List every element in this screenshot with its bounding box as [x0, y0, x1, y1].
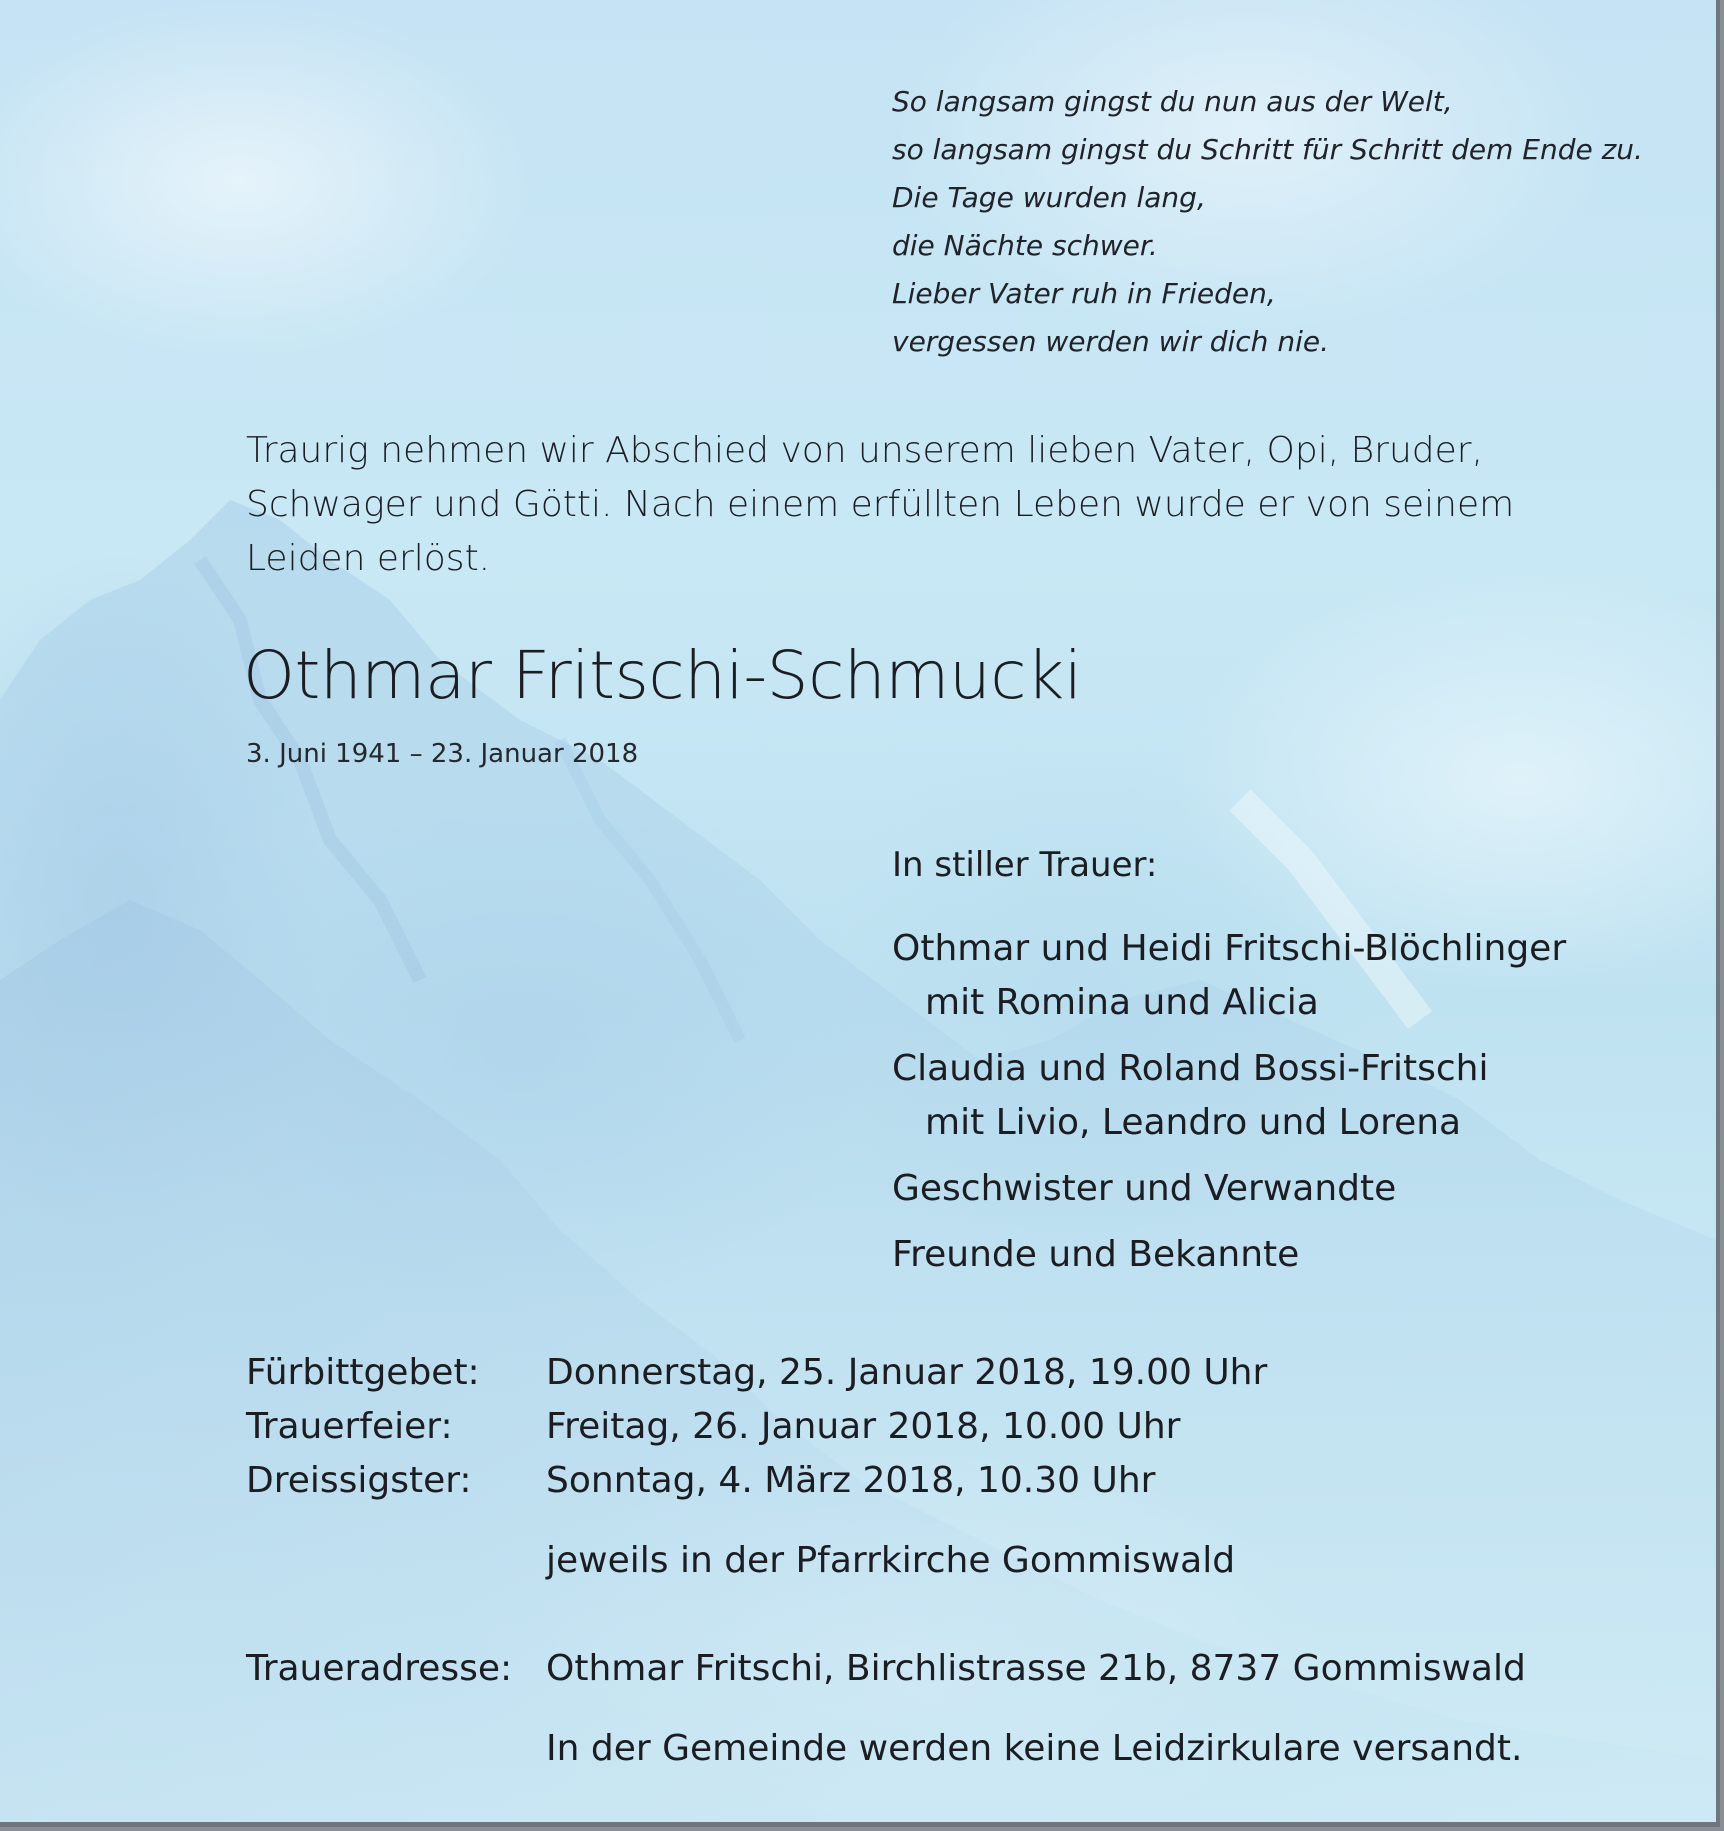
intro-text	[246, 424, 1514, 586]
address-line	[246, 1642, 1526, 1696]
intro-line: Leiden erlöst.	[246, 538, 491, 579]
address-label: Traueradresse:	[246, 1648, 513, 1689]
mourner-main: Geschwister und Verwandte	[892, 1168, 1397, 1209]
event-label: Fürbittgebet:	[246, 1352, 480, 1393]
intro-line: Traurig nehmen wir Abschied von unserem lieben Vater, Opi, Bruder,	[246, 430, 1484, 471]
mourner-group	[892, 1228, 1566, 1282]
intro-line: Schwager und Götti. Nach einem erfüllten Leben wurde er von seinem	[246, 484, 1515, 525]
mourner-group	[892, 1042, 1566, 1150]
mourner-group	[892, 922, 1566, 1030]
event-value: Freitag, 26. Januar 2018, 10.00 Uhr	[546, 1406, 1181, 1447]
mourner-main: Freunde und Bekannte	[892, 1234, 1300, 1275]
poem	[892, 78, 1643, 366]
poem-line: So langsam gingst du nun aus der Welt,	[892, 85, 1453, 118]
mourner-group	[892, 1162, 1566, 1216]
mourner-sub: mit Romina und Alicia	[925, 982, 1319, 1023]
event-row	[246, 1400, 1267, 1454]
address-value: Othmar Fritschi, Birchlistrasse 21b, 8737 Gommiswald	[546, 1648, 1526, 1689]
address-row	[246, 1642, 1526, 1696]
mourners-list	[892, 922, 1566, 1294]
life-dates: 3. Juni 1941 – 23. Januar 2018	[246, 739, 639, 769]
final-note: In der Gemeinde werden keine Leidzirkulare versandt.	[546, 1728, 1523, 1769]
poem-line: Die Tage wurden lang,	[892, 181, 1206, 214]
event-label: Dreissigster:	[246, 1460, 472, 1501]
mourner-main: Othmar und Heidi Fritschi-Blöchlinger	[892, 928, 1567, 969]
event-value: Donnerstag, 25. Januar 2018, 19.00 Uhr	[546, 1352, 1268, 1393]
events-list	[246, 1346, 1267, 1508]
poem-line: Lieber Vater ruh in Frieden,	[892, 277, 1276, 310]
event-value: Sonntag, 4. März 2018, 10.30 Uhr	[546, 1460, 1156, 1501]
mourners-title: In stiller Trauer:	[892, 845, 1158, 885]
poem-line: die Nächte schwer.	[892, 229, 1158, 262]
poem-line: vergessen werden wir dich nie.	[892, 325, 1329, 358]
event-row	[246, 1454, 1267, 1508]
poem-line: so langsam gingst du Schritt für Schritt dem Ende zu.	[892, 133, 1643, 166]
event-label: Trauerfeier:	[246, 1406, 453, 1447]
event-row	[246, 1346, 1267, 1400]
mourner-main: Claudia und Roland Bossi-Fritschi	[892, 1048, 1489, 1089]
mourner-sub: mit Livio, Leandro und Lorena	[925, 1102, 1462, 1143]
deceased-name: Othmar Fritschi-Schmucki	[243, 637, 1082, 714]
location-note: jeweils in der Pfarrkirche Gommiswald	[546, 1540, 1236, 1581]
